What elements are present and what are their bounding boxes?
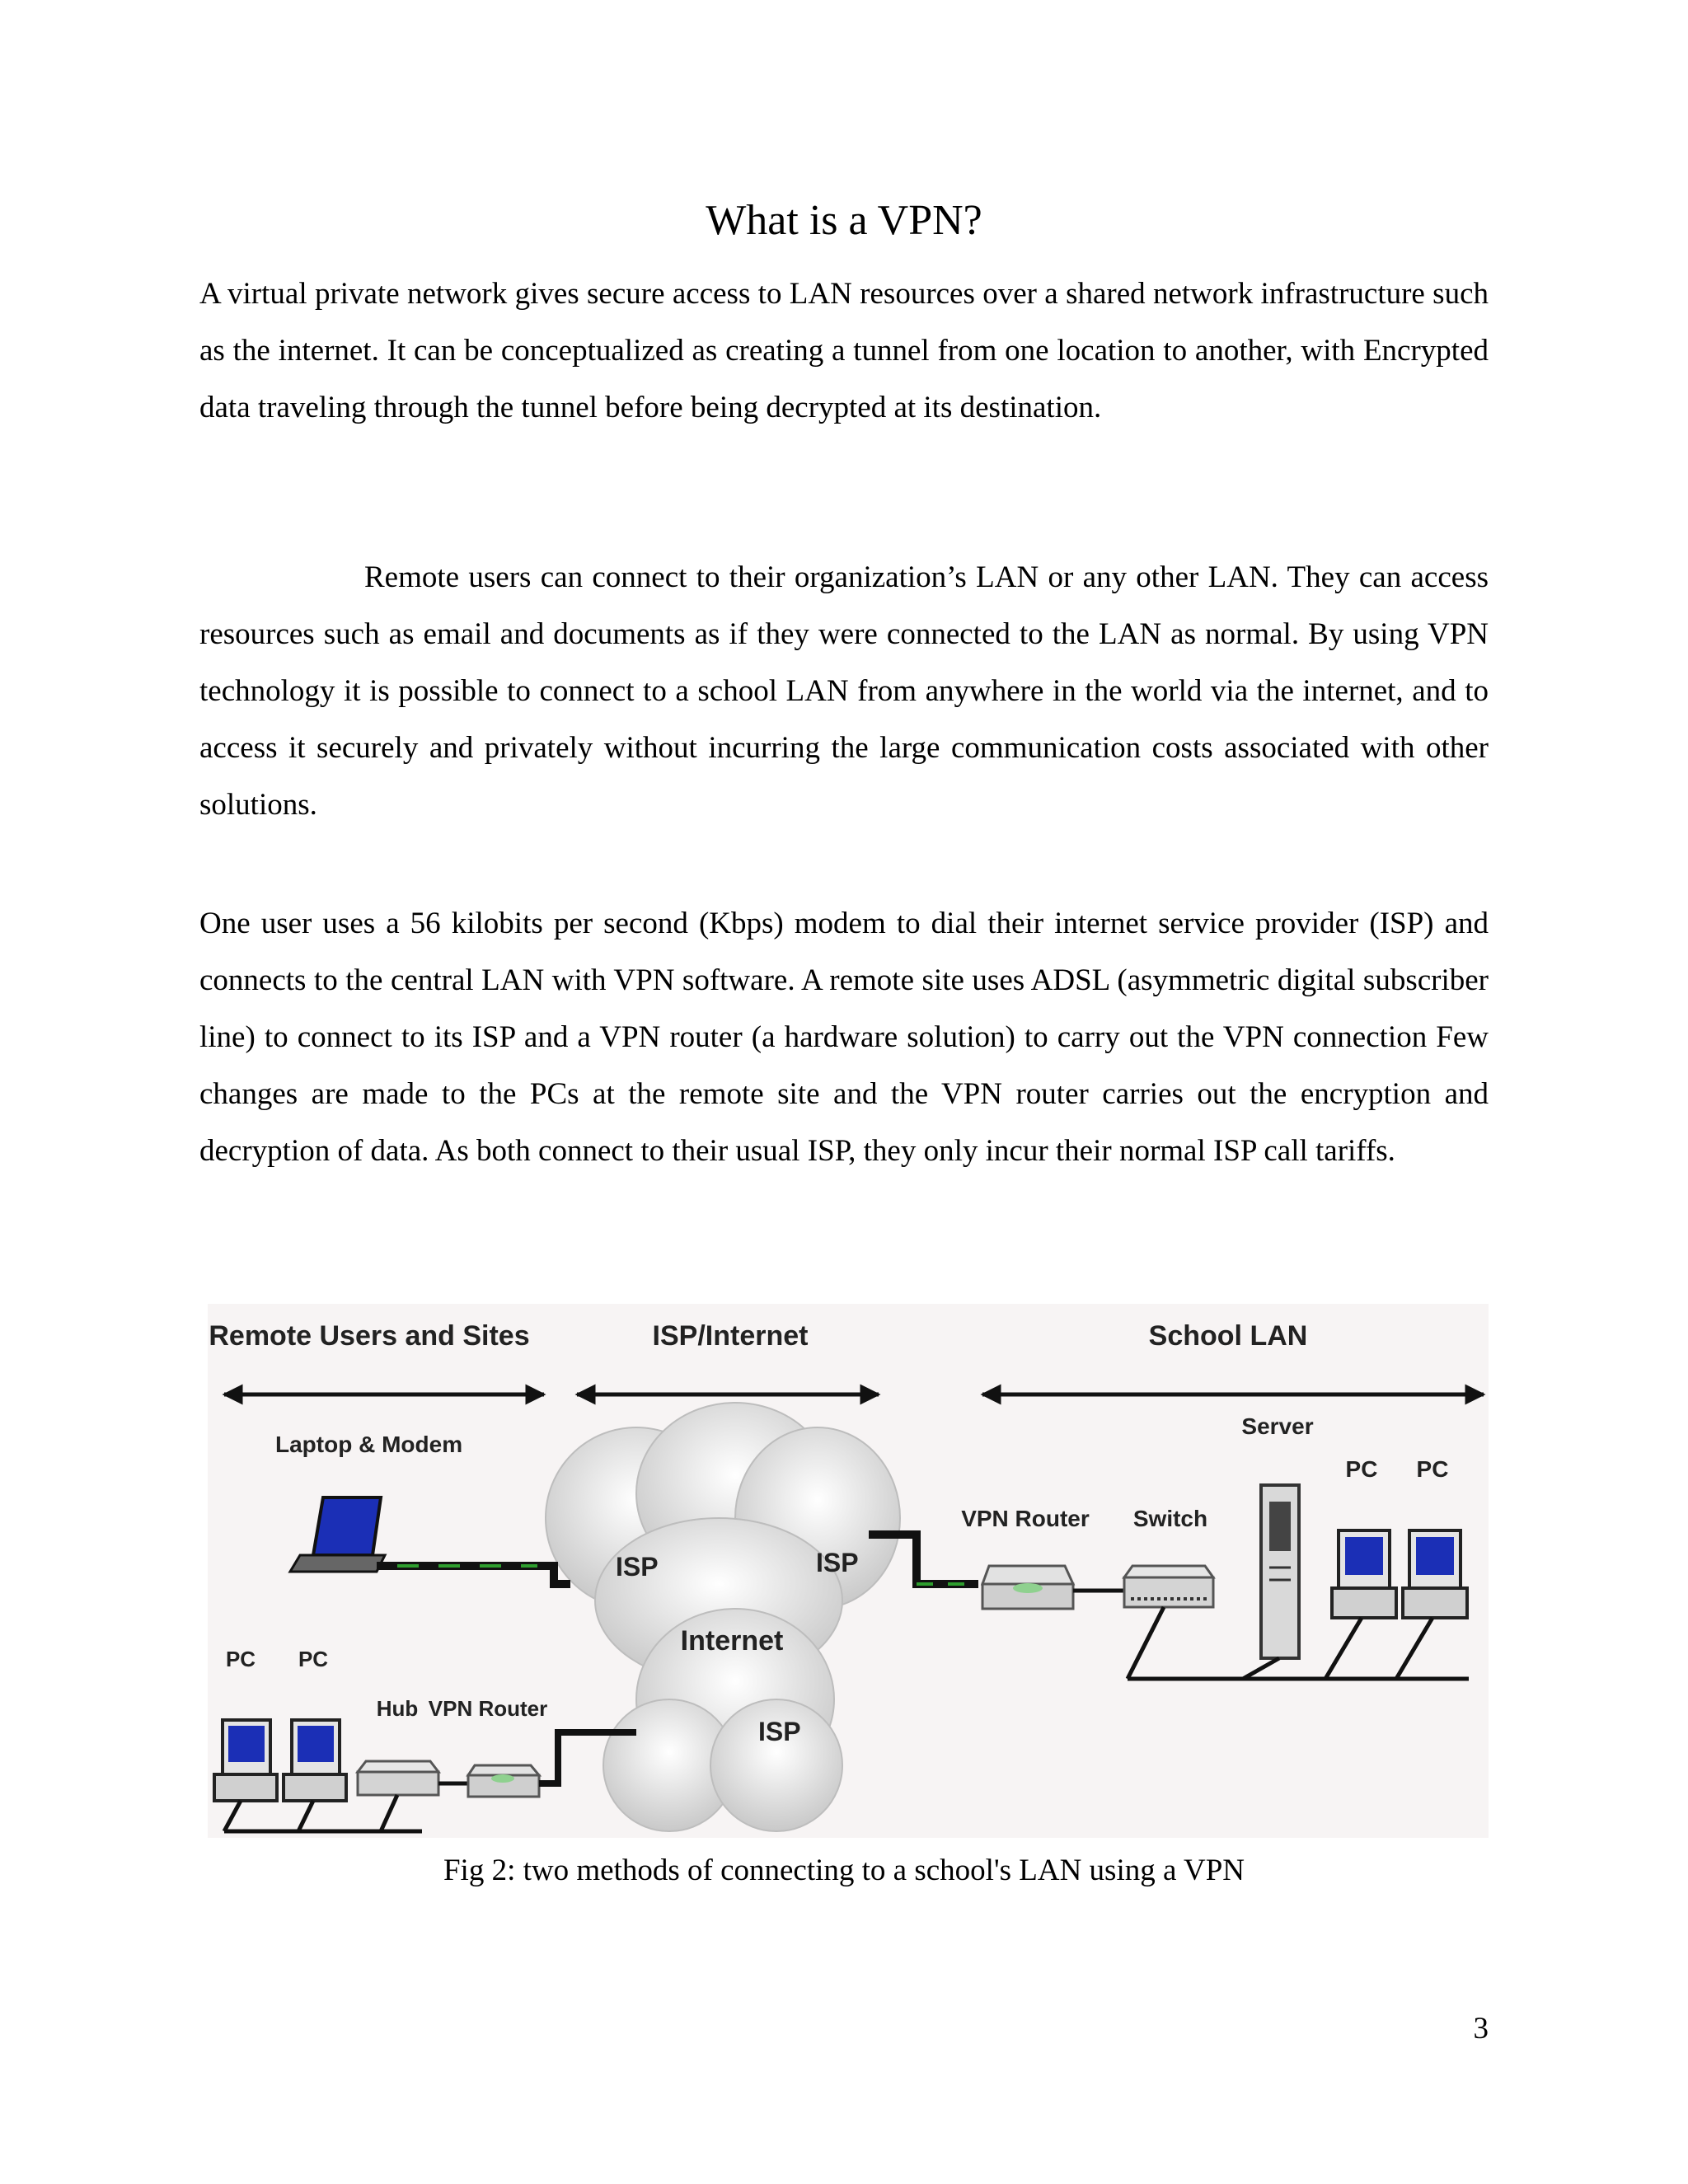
label-pc-school-2: PC: [1416, 1456, 1449, 1482]
label-pc-remote-2: PC: [298, 1647, 329, 1671]
internet-cloud: [546, 1403, 900, 1831]
server-icon: [1261, 1485, 1299, 1658]
modem-link: [377, 1566, 570, 1584]
vpn-router-school-icon: [982, 1566, 1073, 1609]
section-label-school-lan: School LAN: [1148, 1320, 1308, 1352]
page-number: 3: [1473, 2012, 1489, 2046]
section-label-remote: Remote Users and Sites: [209, 1320, 530, 1352]
paragraph-remote-users: Remote users can connect to their organization’s LAN or any other LAN. They can access resources such as email and documents as if they were connected to the LAN as normal. By using VPN technology it is possible to connect to a school LAN from anywhere in the world via the internet, and to access it securely and privately without incurring the large communication costs associated with other solutions.: [199, 560, 1489, 822]
pc-school-2-icon: [1403, 1530, 1467, 1618]
vpn-router-remote-icon: [468, 1765, 539, 1797]
paragraph-vpn-definition: A virtual private network gives secure access to LAN resources over a shared network infrastructure such as the internet. It can be conceptualized as creating a tunnel from one location to another, with Encrypted data traveling through the tunnel before being decrypted at its destination.: [199, 277, 1489, 424]
label-pc-remote-1: PC: [225, 1647, 256, 1671]
laptop-icon: [290, 1497, 385, 1572]
label-isp-bottom: ISP: [758, 1717, 801, 1746]
label-server: Server: [1241, 1413, 1314, 1439]
label-switch: Switch: [1132, 1506, 1208, 1531]
pc-remote-2-icon: [284, 1720, 346, 1801]
paragraph-connection-methods: One user uses a 56 kilobits per second (Kbps) modem to dial their internet service provider (ISP) and connects to the central LAN with VPN software. A remote site uses ADSL (asymmetric digital subscriber line) to connect to its ISP and a VPN router (a hardware solution) to carry out the VPN connection Few changes are made to the PCs at the remote site and the VPN router carries out the encryption and decryption of data. As both connect to their usual ISP, they only incur their normal ISP call tariffs.: [199, 907, 1489, 1168]
pc-school-1-icon: [1332, 1530, 1396, 1618]
page-title: What is a VPN?: [706, 197, 982, 244]
label-hub: Hub: [376, 1696, 419, 1721]
label-isp-left: ISP: [616, 1552, 659, 1582]
switch-icon: [1124, 1566, 1213, 1607]
label-vpn-router-remote: VPN Router: [428, 1696, 548, 1721]
pc-remote-1-icon: [214, 1720, 277, 1801]
figure-caption: Fig 2: two methods of connecting to a school's LAN using a VPN: [443, 1854, 1245, 1887]
label-vpn-router-school: VPN Router: [961, 1506, 1090, 1531]
vpn-network-diagram: [208, 1304, 1489, 1838]
hub-icon: [358, 1761, 438, 1795]
label-internet: Internet: [680, 1625, 784, 1657]
label-isp-right: ISP: [816, 1548, 859, 1577]
section-label-isp-internet: ISP/Internet: [652, 1320, 809, 1352]
label-laptop-modem: Laptop & Modem: [275, 1432, 463, 1457]
label-pc-school-1: PC: [1345, 1456, 1378, 1482]
